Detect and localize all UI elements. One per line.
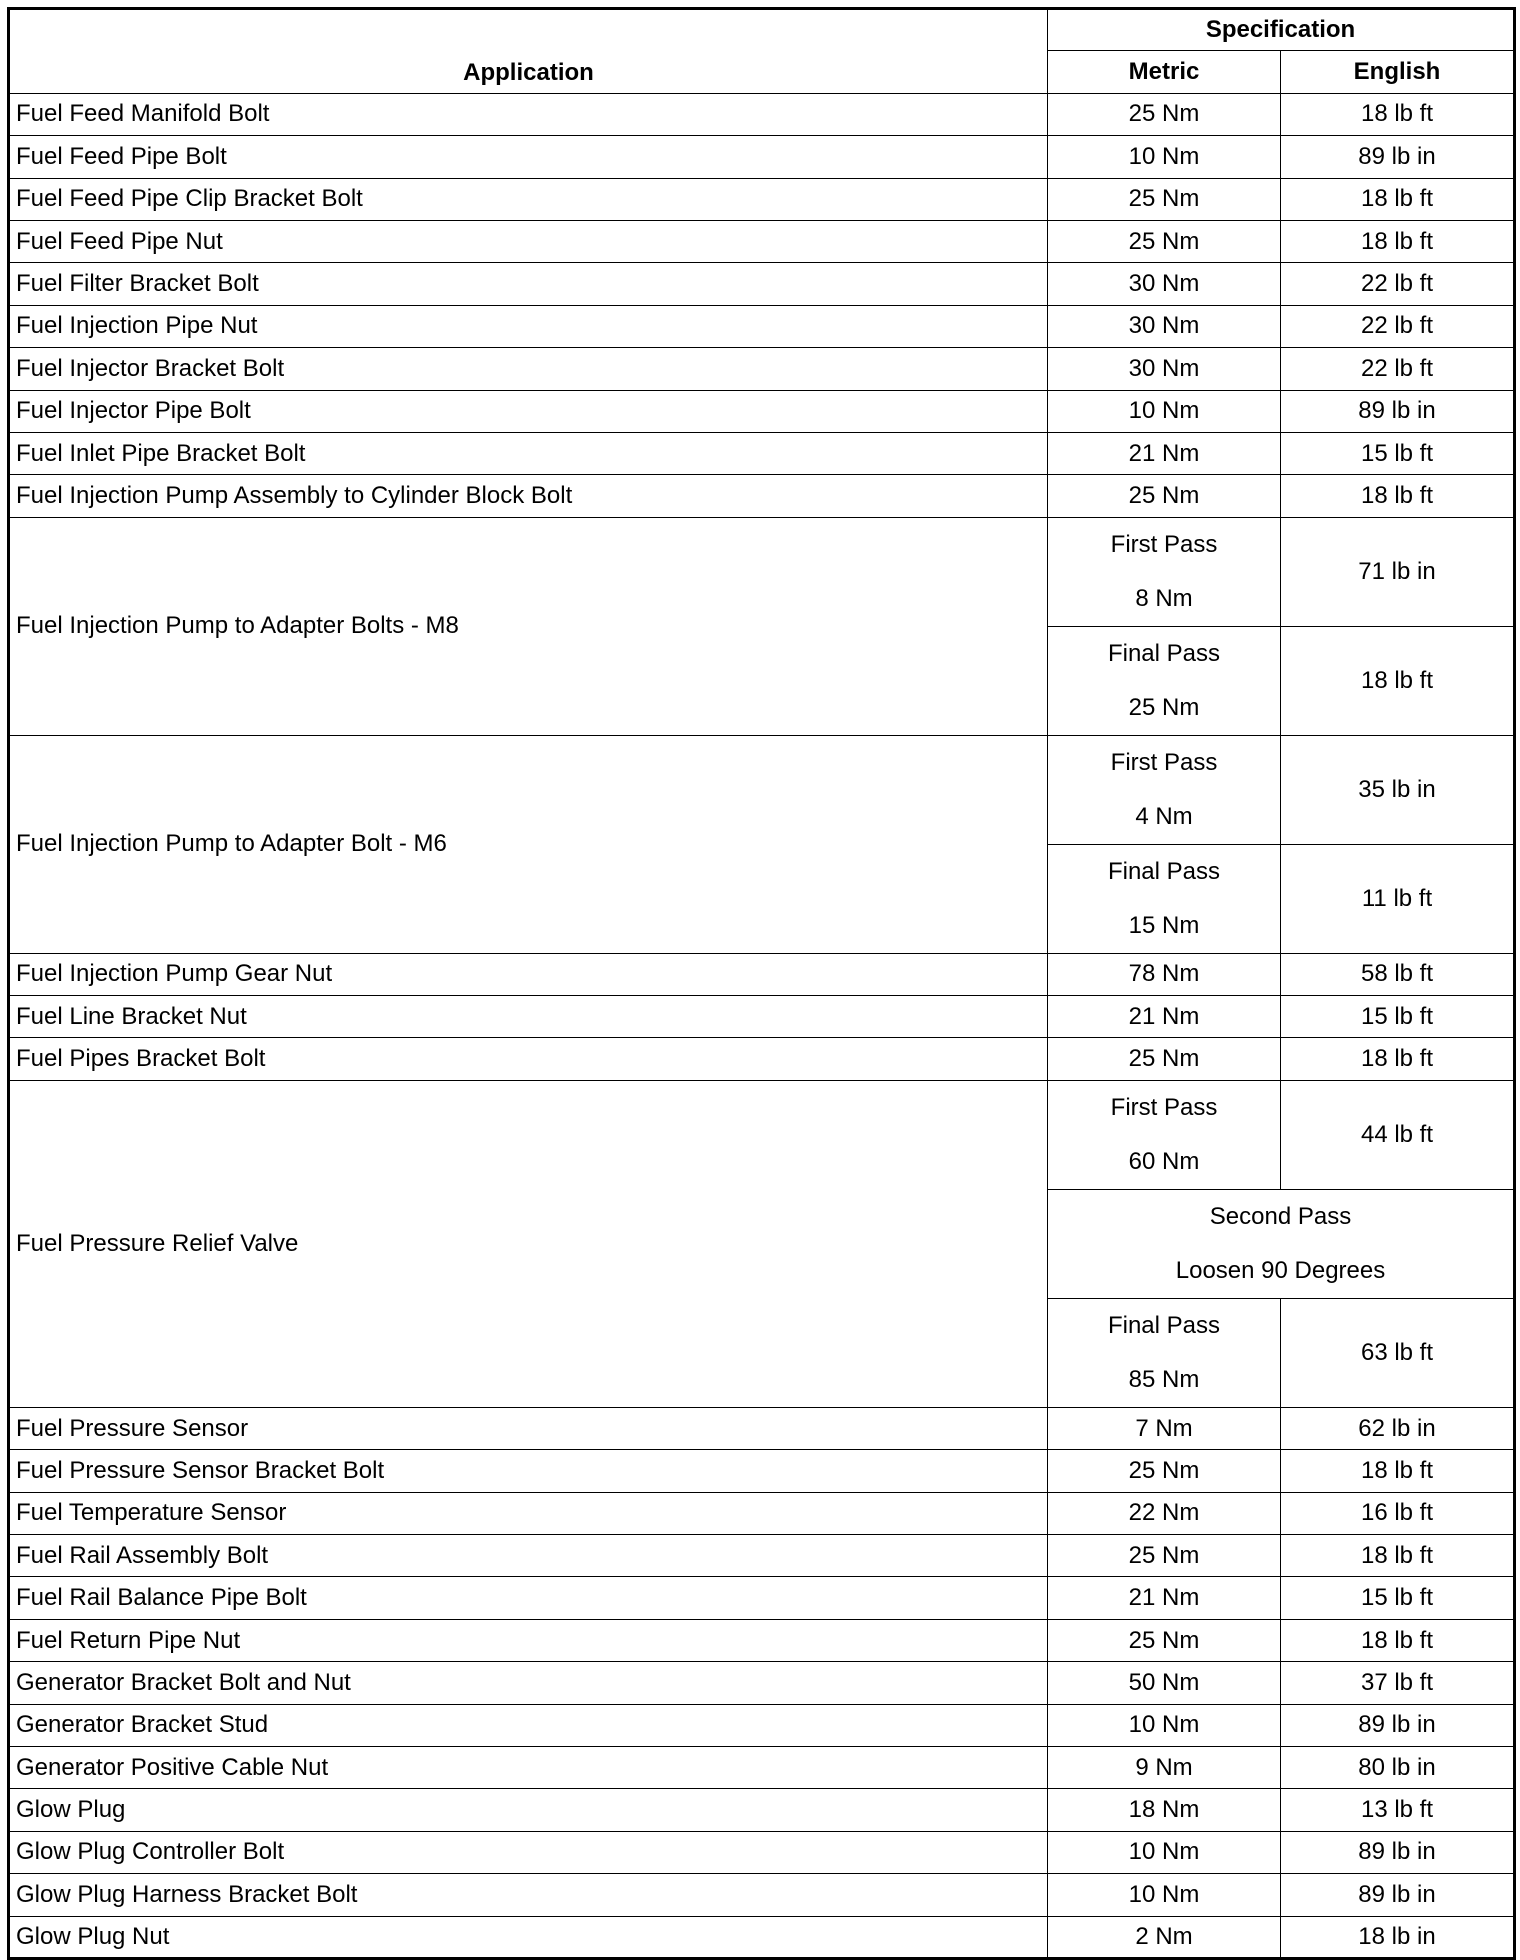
metric-cell: 30 Nm: [1048, 305, 1281, 347]
metric-cell: 10 Nm: [1048, 136, 1281, 178]
pass-metric: 60 Nm: [1128, 1147, 1200, 1175]
table-row: [9, 263, 1515, 305]
pass-label: Final Pass: [1107, 639, 1221, 667]
english-cell: 18 lb ft: [1281, 1619, 1515, 1661]
english-cell: 22 lb ft: [1281, 348, 1515, 390]
metric-cell: 7 Nm: [1048, 1407, 1281, 1449]
table-row: [9, 1407, 1515, 1449]
metric-cell: 25 Nm: [1048, 1619, 1281, 1661]
pass-label: Final Pass: [1107, 857, 1221, 885]
english-cell: 15 lb ft: [1281, 996, 1515, 1038]
application-cell: Glow Plug Controller Bolt: [9, 1831, 1048, 1873]
table-row: [9, 93, 1515, 135]
english-cell: 13 lb ft: [1281, 1789, 1515, 1831]
pass-metric: 8 Nm: [1135, 584, 1193, 612]
table-row: [9, 1746, 1515, 1788]
english-cell: 18 lb in: [1281, 1916, 1515, 1958]
english-cell: 80 lb in: [1281, 1746, 1515, 1788]
application-cell: Generator Bracket Bolt and Nut: [9, 1662, 1048, 1704]
application-cell: Fuel Feed Pipe Nut: [9, 220, 1048, 262]
table-row: [9, 1492, 1515, 1534]
table-row: [9, 1874, 1515, 1916]
metric-cell: 2 Nm: [1048, 1916, 1281, 1958]
first-pass-metric-cell: [1048, 517, 1281, 626]
english-cell: 37 lb ft: [1281, 1662, 1515, 1704]
application-cell: Fuel Temperature Sensor: [9, 1492, 1048, 1534]
table-row: [9, 1831, 1515, 1873]
application-cell: Fuel Feed Pipe Bolt: [9, 136, 1048, 178]
table-row: [9, 1619, 1515, 1661]
table-row: [9, 953, 1515, 995]
pass-metric: 25 Nm: [1128, 693, 1200, 721]
english-cell: 89 lb in: [1281, 1831, 1515, 1873]
metric-cell: 25 Nm: [1048, 93, 1281, 135]
table-row: [9, 517, 1515, 572]
table-row: [9, 1038, 1515, 1080]
application-cell: Fuel Pressure Sensor Bracket Bolt: [9, 1450, 1048, 1492]
pass-label: First Pass: [1110, 530, 1218, 558]
english-cell: 89 lb in: [1281, 136, 1515, 178]
application-cell: Glow Plug: [9, 1789, 1048, 1831]
final-pass-metric-cell: [1048, 626, 1281, 735]
pass-value: Loosen 90 Degrees: [1175, 1256, 1386, 1284]
table-row: [9, 178, 1515, 220]
english-cell: 44 lb ft: [1281, 1080, 1515, 1189]
header-row-top: [9, 9, 1515, 51]
english-cell: 18 lb ft: [1281, 178, 1515, 220]
application-cell: Fuel Rail Balance Pipe Bolt: [9, 1577, 1048, 1619]
application-cell: Generator Bracket Stud: [9, 1704, 1048, 1746]
application-cell: Fuel Filter Bracket Bolt: [9, 263, 1048, 305]
metric-cell: 25 Nm: [1048, 1038, 1281, 1080]
pass-metric: 85 Nm: [1128, 1365, 1200, 1393]
application-cell: Glow Plug Nut: [9, 1916, 1048, 1958]
first-pass-metric-cell: [1048, 735, 1281, 844]
application-cell: Glow Plug Harness Bracket Bolt: [9, 1874, 1048, 1916]
table-row: [9, 1916, 1515, 1958]
metric-header: Metric: [1048, 51, 1281, 93]
metric-cell: 18 Nm: [1048, 1789, 1281, 1831]
metric-cell: 25 Nm: [1048, 178, 1281, 220]
metric-cell: 22 Nm: [1048, 1492, 1281, 1534]
table-row: [9, 735, 1515, 790]
metric-cell: 25 Nm: [1048, 475, 1281, 517]
table-row: [9, 348, 1515, 390]
metric-cell: 10 Nm: [1048, 1704, 1281, 1746]
table-row: [9, 1662, 1515, 1704]
application-cell: Fuel Line Bracket Nut: [9, 996, 1048, 1038]
final-pass-metric-cell: [1048, 1298, 1281, 1407]
table-row: [9, 1704, 1515, 1746]
torque-spec-table: [7, 7, 1516, 1960]
metric-cell: 10 Nm: [1048, 1831, 1281, 1873]
table-row: [9, 1450, 1515, 1492]
english-cell: 15 lb ft: [1281, 1577, 1515, 1619]
pass-label: Final Pass: [1107, 1311, 1221, 1339]
english-header: English: [1281, 51, 1515, 93]
english-cell: 11 lb ft: [1281, 844, 1515, 953]
english-cell: 71 lb in: [1281, 517, 1515, 626]
english-cell: 18 lb ft: [1281, 1450, 1515, 1492]
specification-header: Specification: [1048, 9, 1515, 51]
application-cell: Fuel Pressure Sensor: [9, 1407, 1048, 1449]
application-cell: Fuel Injector Pipe Bolt: [9, 390, 1048, 432]
metric-cell: 78 Nm: [1048, 953, 1281, 995]
english-cell: 22 lb ft: [1281, 263, 1515, 305]
english-cell: 18 lb ft: [1281, 626, 1515, 735]
english-cell: 15 lb ft: [1281, 432, 1515, 474]
english-cell: 18 lb ft: [1281, 93, 1515, 135]
application-header: Application: [9, 9, 1048, 94]
application-cell: Fuel Pipes Bracket Bolt: [9, 1038, 1048, 1080]
table-row: [9, 475, 1515, 517]
application-cell: Fuel Inlet Pipe Bracket Bolt: [9, 432, 1048, 474]
metric-cell: 21 Nm: [1048, 432, 1281, 474]
table-row: [9, 390, 1515, 432]
pass-label: First Pass: [1110, 748, 1218, 776]
application-cell: Fuel Feed Pipe Clip Bracket Bolt: [9, 178, 1048, 220]
metric-cell: 21 Nm: [1048, 1577, 1281, 1619]
metric-cell: 21 Nm: [1048, 996, 1281, 1038]
english-cell: 18 lb ft: [1281, 1038, 1515, 1080]
table-row: [9, 432, 1515, 474]
english-cell: 22 lb ft: [1281, 305, 1515, 347]
table-row: [9, 136, 1515, 178]
application-cell: Fuel Rail Assembly Bolt: [9, 1535, 1048, 1577]
final-pass-metric-cell: [1048, 844, 1281, 953]
english-cell: 16 lb ft: [1281, 1492, 1515, 1534]
table-row: [9, 1535, 1515, 1577]
table-row: [9, 1577, 1515, 1619]
english-cell: 89 lb in: [1281, 1874, 1515, 1916]
application-cell: Fuel Injection Pipe Nut: [9, 305, 1048, 347]
metric-cell: 30 Nm: [1048, 348, 1281, 390]
table-row: [9, 305, 1515, 347]
application-cell: Fuel Feed Manifold Bolt: [9, 93, 1048, 135]
metric-cell: 50 Nm: [1048, 1662, 1281, 1704]
table-row: [9, 220, 1515, 262]
application-cell: Fuel Injection Pump to Adapter Bolt - M6: [9, 735, 1048, 953]
application-cell: Fuel Injection Pump Gear Nut: [9, 953, 1048, 995]
table-row: [9, 1789, 1515, 1831]
application-cell: Fuel Injection Pump Assembly to Cylinder Block Bolt: [9, 475, 1048, 517]
application-cell: Generator Positive Cable Nut: [9, 1746, 1048, 1788]
english-cell: 58 lb ft: [1281, 953, 1515, 995]
pass-metric: 4 Nm: [1135, 802, 1193, 830]
pass-metric: 15 Nm: [1128, 911, 1200, 939]
metric-cell: 9 Nm: [1048, 1746, 1281, 1788]
metric-cell: 10 Nm: [1048, 390, 1281, 432]
table-row: [9, 996, 1515, 1038]
application-cell: Fuel Pressure Relief Valve: [9, 1080, 1048, 1407]
english-cell: 89 lb in: [1281, 1704, 1515, 1746]
first-pass-metric-cell: [1048, 1080, 1281, 1189]
metric-cell: 10 Nm: [1048, 1874, 1281, 1916]
application-cell: Fuel Injector Bracket Bolt: [9, 348, 1048, 390]
metric-cell: 25 Nm: [1048, 1450, 1281, 1492]
english-cell: 89 lb in: [1281, 390, 1515, 432]
english-cell: 18 lb ft: [1281, 475, 1515, 517]
pass-label: Second Pass: [1209, 1202, 1352, 1230]
english-cell: 18 lb ft: [1281, 220, 1515, 262]
application-cell: Fuel Return Pipe Nut: [9, 1619, 1048, 1661]
table-row: [9, 1080, 1515, 1135]
english-cell: 62 lb in: [1281, 1407, 1515, 1449]
pass-label: First Pass: [1110, 1093, 1218, 1121]
metric-cell: 25 Nm: [1048, 1535, 1281, 1577]
english-cell: 18 lb ft: [1281, 1535, 1515, 1577]
second-pass-cell: [1048, 1189, 1515, 1298]
application-cell: Fuel Injection Pump to Adapter Bolts - M8: [9, 517, 1048, 735]
english-cell: 35 lb in: [1281, 735, 1515, 844]
metric-cell: 30 Nm: [1048, 263, 1281, 305]
english-cell: 63 lb ft: [1281, 1298, 1515, 1407]
metric-cell: 25 Nm: [1048, 220, 1281, 262]
